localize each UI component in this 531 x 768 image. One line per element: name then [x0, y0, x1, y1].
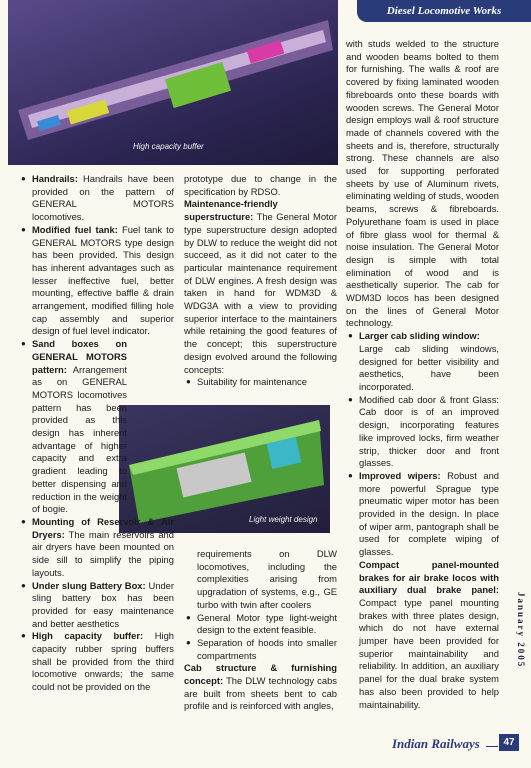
- paragraph-wipers: ● Improved wipers: Robust and more powerful Sprague type pneumatic wiper motor has been provided in the design. In place of wiper arm, pantograph shall be used for complete wiping of glasses.: [346, 470, 499, 559]
- page-number: 47: [499, 734, 519, 751]
- paragraph-cab-door: ● Modified cab door & front Glass: Cab door is of an improved design, incorporating features like improved locks, firm weather strip, thicker door and front glasses.: [346, 394, 499, 470]
- paragraph-handrails: ● Handrails: Handrails have been provided on the pattern of GENERAL MOTORS locomotives.: [19, 173, 174, 224]
- paragraph-requirements: requirements on DLW locomotives, including the complexities arising from upgradation of systems, e.g., GE turbo with twin after coolers: [197, 548, 337, 610]
- column-3: [346, 38, 499, 711]
- paragraph-maintenance: Maintenance-friendly superstructure: The General Motor type superstructure design adopted by DLW to reduce the weight did not succeed, as it did not cater to the particular maintenance requirement of DLW engines. A fresh design was taken in hand for WDM3D & WDG3A with a view to providing superior interface to the maintainers while retaining the good features of the concept; this superstructure design evolved around the following concepts:: [184, 198, 337, 375]
- bullet-suitability: ● Suitability for maintenance: [184, 376, 337, 389]
- paragraph-cab-continued: with studs welded to the structure and wooden beams bolted to them for furnishing. The walls & roof are covered by fixing laminated wooden fibreboards onto these boards with wooden screws. The General Motor design employs wall & roof structure made of channels covered with the sheets and is, therefore, structurally strong. These channels are also used for supporting perforated sheets by use of Aluminum rivets, eliminating welding of studs, wooden beams, screws & fibreboards. Polyurethane foam is used in place of fibre glass wool for thermal & noise insulation. The General Motor design is simple with total elimination of wood and is aesthetically superior. The cab for WDM3D locos has been designed on the lines of General Motor technology.: [346, 38, 499, 329]
- paragraph-reservoir: ● Mounting of Reservoir & Air Dryers: The main reservoirs and air dryers have been mounted on side sill to simplify the piping layouts.: [19, 516, 174, 580]
- column-1: [19, 173, 174, 694]
- high-capacity-buffer-image: [8, 0, 338, 165]
- bullet-hoods: ● Separation of hoods into smaller compartments: [184, 637, 337, 662]
- paragraph-larger-window-text: Large cab sliding windows, designed for better visibility and aesthetics, have been incorporated.: [359, 342, 499, 392]
- column-2: [184, 173, 337, 389]
- paragraph-buffer: ● High capacity buffer: High capacity rubber spring buffers shall be provided from the third locomotive onwards; the same could not be provided on the: [19, 630, 174, 694]
- locomotive-frame-illustration: [8, 0, 338, 165]
- image-caption: Light weight design: [249, 515, 318, 524]
- image-caption: High capacity buffer: [133, 142, 204, 151]
- footer-rule: [486, 746, 498, 747]
- paragraph-battery-box: ● Under slung Battery Box: Under sling battery box has been provided for easy maintenance and better aesthetics: [19, 580, 174, 631]
- paragraph-larger-window: ● Larger cab sliding window:: [346, 330, 499, 343]
- paragraph-fuel-tank: ● Modified fuel tank: Fuel tank to GENERAL MOTORS type design has been provided. This design has inherent advantages such as lesser ineffective fuel, better mounting, effective baffle & drain arrangement, modified filling hole cap assembly and superior design of fuel level indicator.: [19, 224, 174, 338]
- column-2-lower: [184, 548, 337, 713]
- bullet-light-weight: ● General Motor type light-weight design to the extent feasible.: [184, 612, 337, 637]
- section-header: Diesel Locomotive Works: [357, 0, 531, 22]
- paragraph-prototype: prototype due to change in the specification by RDSO.: [184, 173, 337, 197]
- magazine-name: Indian Railways: [392, 736, 480, 751]
- issue-date: January 2005: [516, 592, 526, 669]
- paragraph-sand-boxes: ● Sand boxes on GENERAL MOTORS pattern: Arrangement as on GENERAL MOTORS locomotives pattern has been provided as this design has inherent advantage of higher capacity and extra gradient leading to better dispensing and reduction in the weight of bogie.: [19, 338, 127, 516]
- paragraph-cab-structure: Cab structure & furnishing concept: The DLW technology cabs are built from sheets bent to cab profile and is reinforced with angles,: [184, 662, 337, 712]
- paragraph-compact-brakes: Compact panel-mounted brakes for air brake locos with auxiliary dual brake panel: Compact type panel mounting brakes with three plates design, which do not have external jumper have been provided for superior maintainability and reliability. In addition, an auxiliary panel for the dual brake system has also been provided to help maintainability.: [359, 558, 499, 710]
